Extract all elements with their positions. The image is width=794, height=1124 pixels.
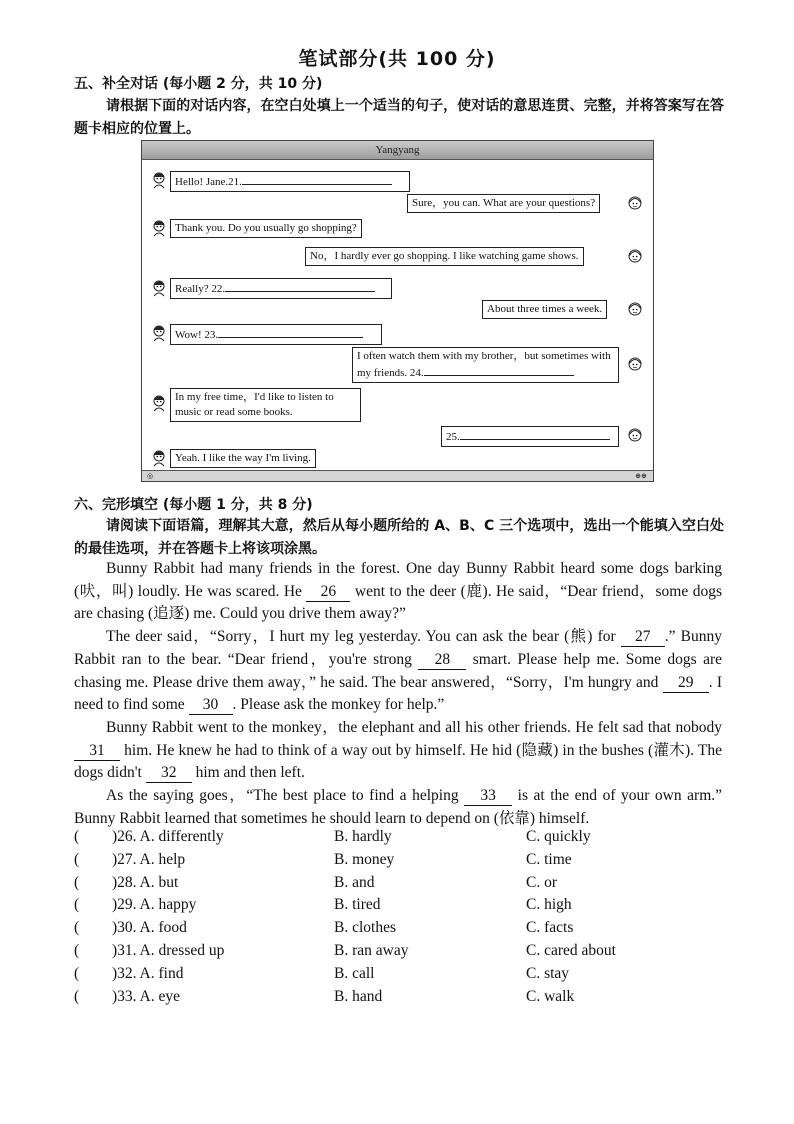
boy-avatar-icon (151, 449, 167, 467)
passage-paragraph: Bunny Rabbit went to the monkey，the elephant and all his other friends. He felt sad that nobody 31 him. He knew he had to think of a way out by himself. He hid (隐藏) in the bushes (灌木). The dogs didn't 32 him and then left. (74, 718, 722, 782)
option-a[interactable]: )26. A. differently (112, 828, 224, 845)
answer-bracket[interactable]: ( (74, 941, 80, 959)
chat-message: Sure，you can. What are your questions? (407, 194, 600, 213)
blank-33[interactable]: 33 (464, 787, 512, 806)
option-a[interactable]: )29. A. happy (112, 896, 197, 914)
option-row (74, 874, 734, 897)
chat-window (141, 140, 654, 482)
chat-message-24: I often watch them with my brother，but sometimes with my friends. 24. (352, 347, 619, 383)
answer-bracket[interactable]: ( (74, 828, 80, 845)
page-title: 笔试部分(共 100 分) (298, 48, 496, 70)
blank-30[interactable]: 30 (189, 696, 233, 715)
girl-avatar-icon (627, 247, 643, 265)
option-c[interactable]: C. stay (526, 964, 570, 982)
answer-bracket[interactable]: ( (74, 850, 80, 868)
answer-blank[interactable] (218, 326, 363, 338)
answer-bracket[interactable]: ( (74, 919, 80, 937)
option-b[interactable]: B. hand (334, 987, 383, 1005)
option-b[interactable]: B. clothes (334, 919, 396, 937)
blank-27[interactable]: 27 (621, 628, 665, 647)
blank-28[interactable]: 28 (418, 651, 466, 670)
chat-footer (142, 470, 653, 481)
blank-32[interactable]: 32 (146, 764, 192, 783)
emoji-icon[interactable]: ◎ (147, 472, 154, 480)
option-row (74, 896, 734, 919)
option-row (74, 965, 734, 988)
girl-avatar-icon (627, 355, 643, 373)
option-row (74, 851, 734, 874)
answer-bracket[interactable]: ( (74, 987, 80, 1005)
chat-message: Yeah. I like the way I'm living. (170, 449, 316, 468)
cloze-passage (74, 558, 722, 830)
chat-message: In my free time，I'd like to listen to music or read some books. (170, 388, 361, 422)
option-b[interactable]: B. tired (334, 896, 381, 914)
section5-instruction: 请根据下面的对话内容，在空白处填上一个适当的句子，使对话的意思连贯、完整，并将答案写在答题卡相应的位置上。 (74, 98, 724, 137)
boy-avatar-icon (151, 324, 167, 342)
answer-blank[interactable] (242, 173, 392, 185)
option-a[interactable]: )28. A. but (112, 873, 179, 891)
answer-blank[interactable] (225, 280, 375, 292)
option-row (74, 988, 734, 1011)
option-b[interactable]: B. and (334, 873, 375, 891)
blank-26[interactable]: 26 (306, 583, 350, 602)
option-c[interactable]: C. cared about (526, 941, 616, 959)
answer-blank[interactable] (424, 364, 574, 376)
option-c[interactable]: C. walk (526, 987, 575, 1005)
answer-bracket[interactable]: ( (74, 896, 80, 914)
settings-icon[interactable]: ⊕⊕ (635, 472, 647, 480)
option-c[interactable]: C. time (526, 850, 572, 868)
option-a[interactable]: )33. A. eye (112, 987, 181, 1005)
chat-message: No，I hardly ever go shopping. I like watching game shows. (305, 247, 584, 266)
boy-avatar-icon (151, 394, 167, 412)
option-a[interactable]: )27. A. help (112, 850, 186, 868)
chat-message-22: Really? 22. (170, 278, 392, 299)
answer-bracket[interactable]: ( (74, 873, 80, 891)
boy-avatar-icon (151, 171, 167, 189)
options-list (74, 828, 734, 1010)
passage-paragraph: The deer said，“Sorry，I hurt my leg yesterday. You can ask the bear (熊) for 27 .” Bunny Rabbit ran to the bear. “Dear friend，you're strong 28 smart. Please help me. Some dogs are chasing me. Please drive them away，” he said. The bear answered，“Sorry，I'm hungry and 29 . I need to find some 30 . Please ask the monkey for help.” (74, 628, 723, 714)
passage-paragraph: Bunny Rabbit had many friends in the forest. One day Bunny Rabbit heard some dogs barking (吠，叫) loudly. He was scared. He 26 went to the deer (鹿). He said，“Dear friend，some dogs are chasing (追逐) me. Could you drive them away?” (74, 560, 723, 623)
option-b[interactable]: B. money (334, 850, 395, 868)
boy-avatar-icon (151, 279, 167, 297)
boy-avatar-icon (151, 219, 167, 237)
chat-message: Thank you. Do you usually go shopping? (170, 219, 362, 238)
blank-31[interactable]: 31 (74, 742, 120, 761)
option-b[interactable]: B. hardly (334, 828, 392, 845)
answer-blank[interactable] (460, 428, 610, 440)
option-row (74, 919, 734, 942)
section6-instruction: 请阅读下面语篇，理解其大意，然后从每小题所给的 A、B、C 三个选项中，选出一个能填入空白处的最佳选项，并在答题卡上将该项涂黑。 (74, 518, 724, 557)
option-a[interactable]: )31. A. dressed up (112, 941, 225, 959)
option-b[interactable]: B. ran away (334, 941, 409, 959)
option-c[interactable]: C. or (526, 873, 557, 891)
section5-heading: 五、补全对话 (每小题 2 分，共 10 分) (74, 76, 323, 92)
option-c[interactable]: C. high (526, 896, 572, 914)
girl-avatar-icon (627, 194, 643, 212)
chat-title-bar: Yangyang (142, 141, 653, 160)
chat-message-21: Hello! Jane.21. (170, 171, 410, 192)
chat-message-25: 25. (441, 426, 619, 447)
girl-avatar-icon (627, 300, 643, 318)
option-row (74, 828, 734, 851)
girl-avatar-icon (627, 426, 643, 444)
option-c[interactable]: C. quickly (526, 828, 591, 845)
chat-message: About three times a week. (482, 300, 607, 319)
passage-paragraph: As the saying goes，“The best place to find a helping 33 is at the end of your own arm.” Bunny Rabbit learned that sometimes he should learn to depend on (依靠) himself. (74, 787, 723, 827)
chat-message-23: Wow! 23. (170, 324, 382, 345)
answer-bracket[interactable]: ( (74, 964, 80, 982)
option-a[interactable]: )30. A. food (112, 919, 187, 937)
option-a[interactable]: )32. A. find (112, 964, 184, 982)
option-b[interactable]: B. call (334, 964, 375, 982)
option-row (74, 942, 734, 965)
blank-29[interactable]: 29 (663, 674, 709, 693)
option-c[interactable]: C. facts (526, 919, 574, 937)
section6-heading: 六、完形填空 (每小题 1 分，共 8 分) (74, 497, 313, 513)
